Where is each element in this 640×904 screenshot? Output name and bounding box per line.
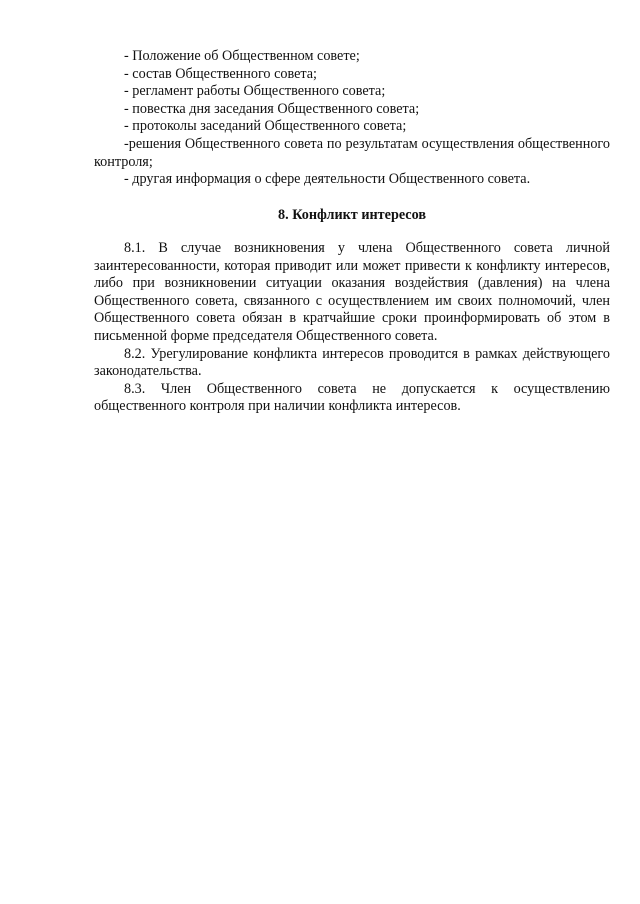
list-item: - состав Общественного совета; (124, 65, 317, 82)
list-item: - протоколы заседаний Общественного совета; (124, 118, 407, 135)
paragraph: 8.2. Урегулирование конфликта интересов проводится в рамках действующего законодательства. (94, 345, 610, 380)
section-heading: 8. Конфликт интересов (278, 207, 426, 223)
list-item: - Положение об Общественном совете; (124, 48, 360, 64)
list-item: - повестка дня заседания Общественного совета; (124, 100, 420, 117)
list-item: -решения Общественного совета по результатам осуществления общественного контроля; (94, 135, 610, 170)
list-item: - регламент работы Общественного совета; (124, 83, 386, 100)
paragraph: 8.3. Член Общественного совета не допускается к осуществлению общественного контроля при наличии конфликта интересов. (94, 380, 610, 415)
section-body (94, 240, 610, 416)
publication-list (94, 48, 610, 189)
paragraph: 8.1. В случае возникновения у члена Общественного совета личной заинтересованности, которая приводит или может привести к конфликту интересов, либо при возникновении ситуации оказания воздействия (давления) на члена Общественного совета, связанного с осуществлением им своих полномочий, член Общественного совета обязан в кратчайшие сроки проинформировать об этом в письменной форме председателя Общественного совета. (94, 240, 610, 344)
list-item: - другая информация о сфере деятельности Общественного совета. (124, 171, 531, 188)
